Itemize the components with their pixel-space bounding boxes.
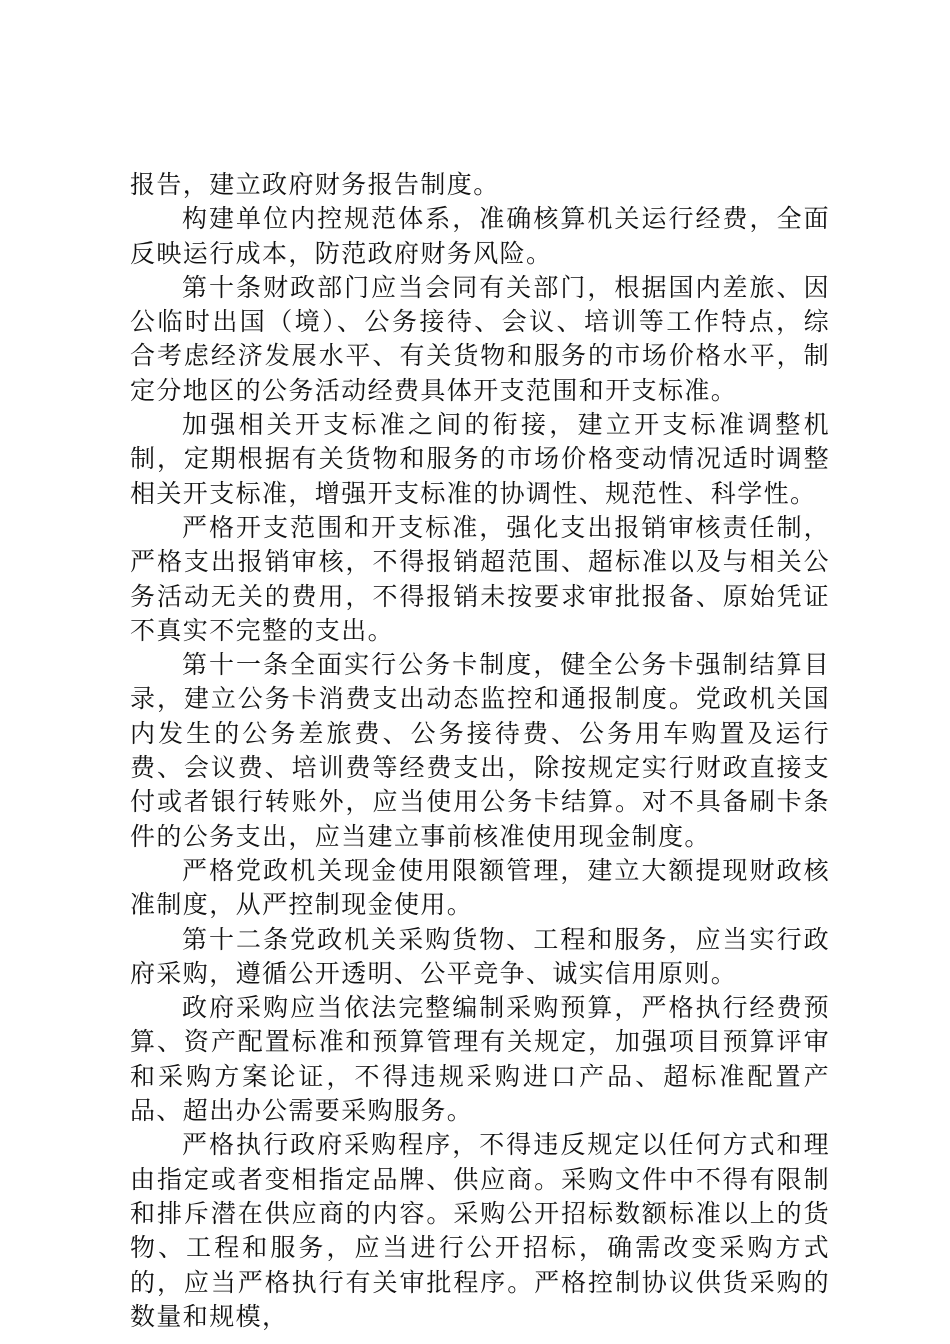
paragraph-4: 加强相关开支标准之间的衔接，建立开支标准调整机制，定期根据有关货物和服务的市场价格变动情况适时调整相关开支标准，增强开支标准的协调性、规范性、科学性。 [130, 410, 830, 508]
paragraph-9: 政府采购应当依法完整编制采购预算，严格执行经费预算、资产配置标准和预算管理有关规定，加强项目预算评审和采购方案论证，不得违规采购进口产品、超标准配置产品、超出办公需要采购服务。 [130, 993, 830, 1126]
paragraph-6: 第十一条全面实行公务卡制度，健全公务卡强制结算目录，建立公务卡消费支出动态监控和通报制度。党政机关国内发生的公务差旅费、公务接待费、公务用车购置及运行费、会议费、培训费等经费支出，除按规定实行财政直接支付或者银行转账外，应当使用公务卡结算。对不具备刷卡条件的公务支出，应当建立事前核准使用现金制度。 [130, 650, 830, 851]
paragraph-3: 第十条财政部门应当会同有关部门，根据国内差旅、因公临时出国（境）、公务接待、会议、培训等工作特点，综合考虑经济发展水平、有关货物和服务的市场价格水平，制定分地区的公务活动经费具体开支范围和开支标准。 [130, 272, 830, 405]
paragraph-8: 第十二条党政机关采购货物、工程和服务，应当实行政府采购，遵循公开透明、公平竞争、诚实信用原则。 [130, 924, 830, 988]
paragraph-1: 报告，建立政府财务报告制度。 [130, 170, 500, 199]
paragraph-5: 严格开支范围和开支标准，强化支出报销审核责任制，严格支出报销审核，不得报销超范围、超标准以及与相关公务活动无关的费用，不得报销未按要求审批报备、原始凭证不真实不完整的支出。 [130, 512, 830, 645]
paragraph-2: 构建单位内控规范体系，准确核算机关运行经费，全面反映运行成本，防范政府财务风险。 [130, 204, 830, 268]
document-page [130, 168, 830, 1334]
paragraph-7: 严格党政机关现金使用限额管理，建立大额提现财政核准制度，从严控制现金使用。 [130, 855, 830, 920]
paragraph-10: 严格执行政府采购程序，不得违反规定以任何方式和理由指定或者变相指定品牌、供应商。采购文件中不得有限制和排斥潜在供应商的内容。采购公开招标数额标准以上的货物、工程和服务，应当进行公开招标，确需改变采购方式的，应当严格执行有关审批程序。严格控制协议供货采购的数量和规模， [130, 1130, 830, 1331]
